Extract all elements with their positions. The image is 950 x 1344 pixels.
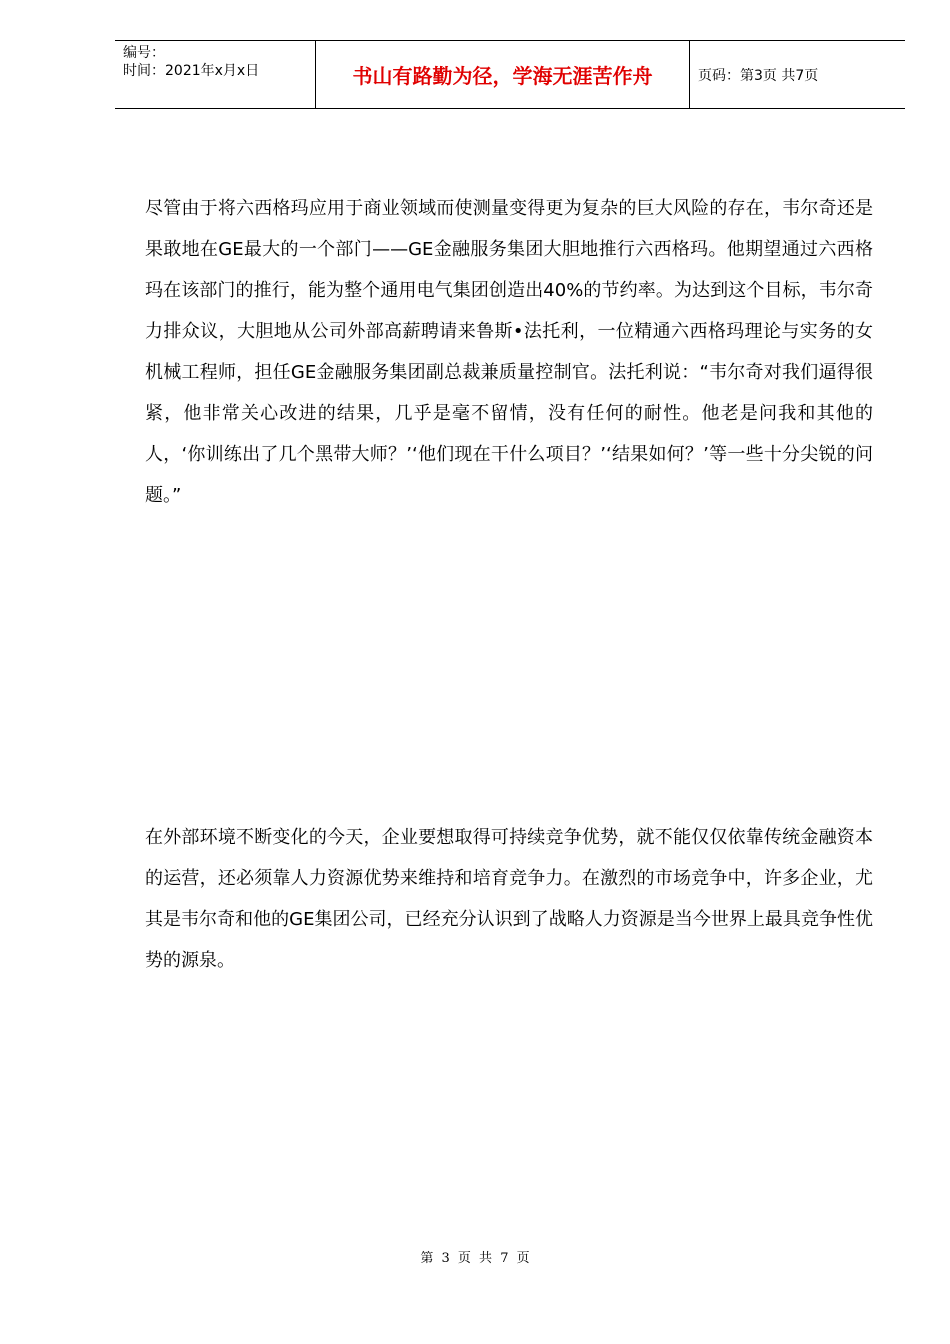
page-header [115,40,905,109]
serial-number-label: 编号： [123,45,165,61]
time-label: 时间：2021年x月x日 [123,63,260,79]
header-page-code: 页码：第3页 共7页 [698,67,819,84]
paragraph-2: 在外部环境不断变化的今天，企业要想取得可持续竞争优势，就不能仅仅依靠传统金融资本的运营，还必须靠人力资源优势来维持和培育竞争力。在激烈的市场竞争中，许多企业，尤其是韦尔奇和他的GE集团公司，已经充分认识到了战略人力资源是当今世界上最具竞争性优势的源泉。 [145,827,873,971]
page-footer: 第 3 页 共 7 页 [420,1251,530,1266]
header-meta [115,41,316,108]
paragraph-1: 尽管由于将六西格玛应用于商业领域而使测量变得更为复杂的巨大风险的存在，韦尔奇还是果敢地在GE最大的一个部门——GE金融服务集团大胆地推行六西格玛。他期望通过六西格玛在该部门的推行，能为整个通用电气集团创造出40%的节约率。为达到这个目标，韦尔奇力排众议，大胆地从公司外部高薪聘请来鲁斯•法托利，一位精通六西格玛理论与实务的女机械工程师，担任GE金融服务集团副总裁兼质量控制官。法托利说：“韦尔奇对我们逼得很紧，他非常关心改进的结果，几乎是毫不留情，没有任何的耐性。他老是问我和其他的人，‘你训练出了几个黑带大师？’‘他们现在干什么项目？’‘结果如何？’等一些十分尖锐的问题。” [145,198,873,506]
header-motto: 书山有路勤为径，学海无涯苦作舟 [316,41,690,108]
